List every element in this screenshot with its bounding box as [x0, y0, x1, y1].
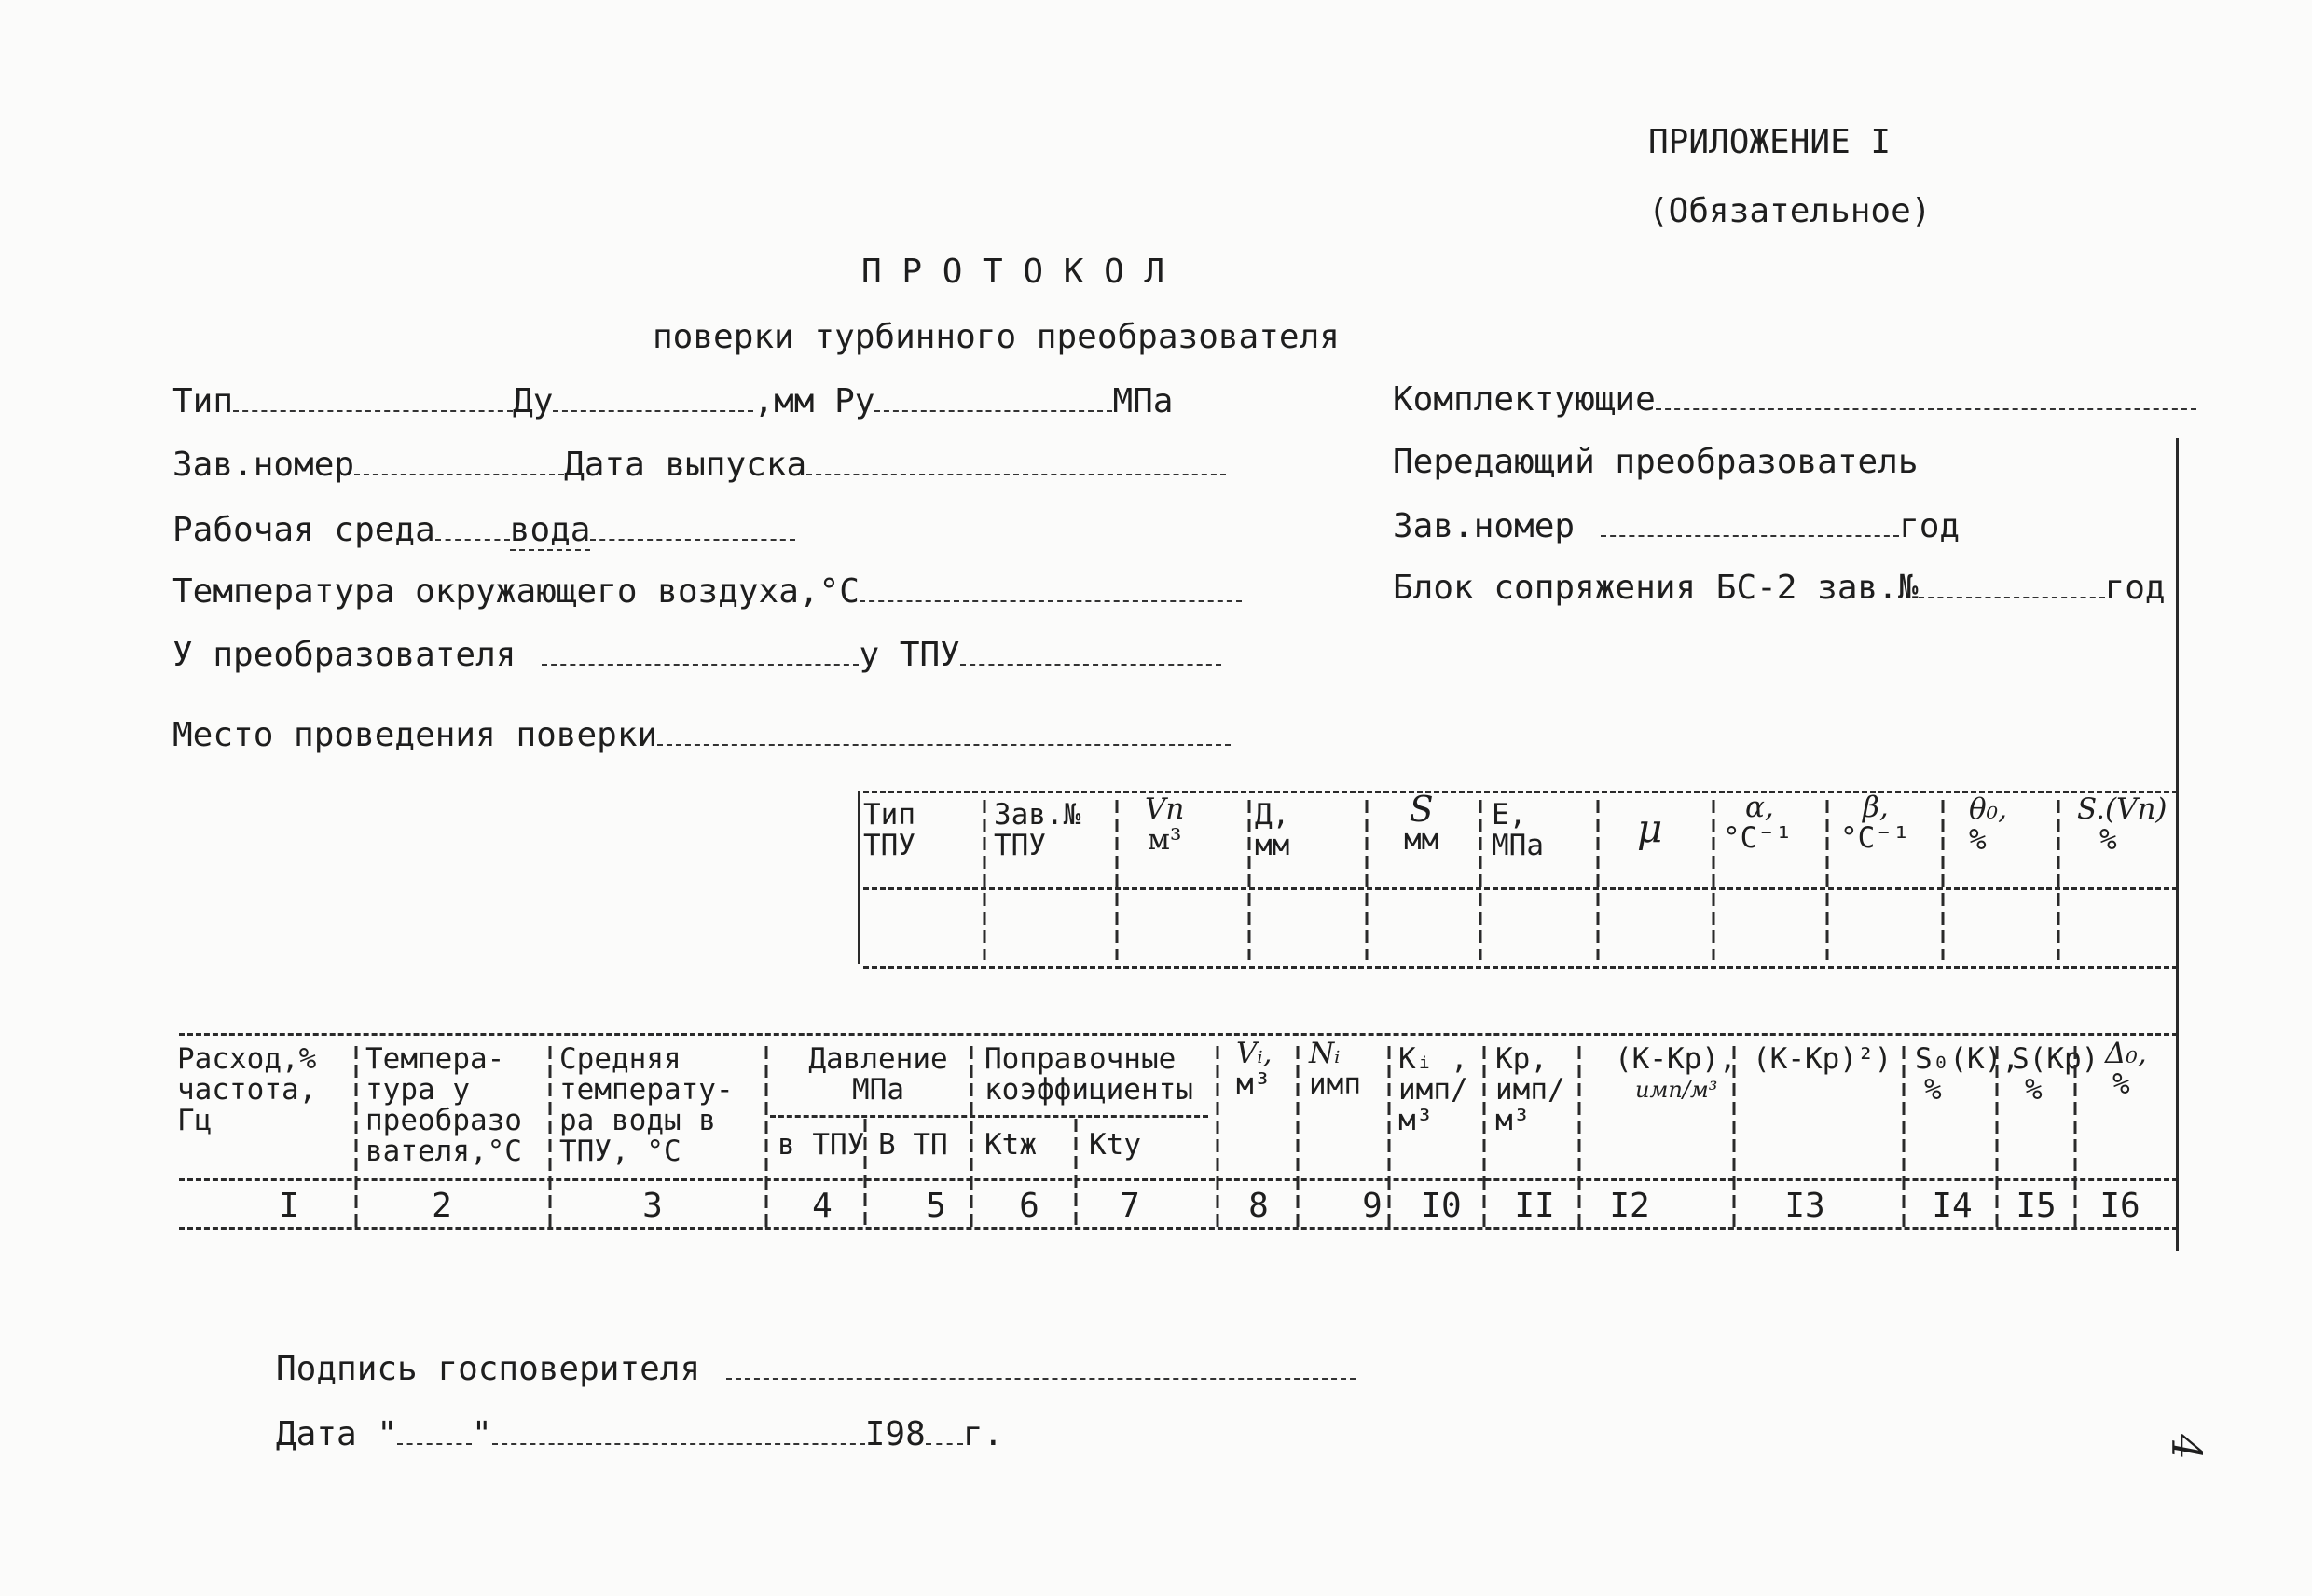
col-number-13: I3: [1784, 1187, 1825, 1225]
medium-label: Рабочая среда: [172, 511, 435, 549]
tpu-header-alpha: α, °С⁻¹: [1723, 791, 1793, 855]
date-month-field[interactable]: [492, 1415, 865, 1445]
document-subtitle: поверки турбинного преобразователя: [653, 318, 1340, 356]
main-header-pressure-tpu: в ТПУ: [778, 1128, 865, 1162]
col-number-5: 5: [926, 1187, 946, 1225]
col-number-4: 4: [812, 1187, 833, 1225]
main-header-ktzh: Ktж: [984, 1128, 1037, 1162]
tpu-header-mu: μ: [1637, 805, 1663, 851]
year-field[interactable]: [926, 1415, 963, 1445]
col-number-16: I6: [2099, 1187, 2140, 1225]
col-number-7: 7: [1120, 1187, 1140, 1225]
main-header-pressure-tp: В ТП: [878, 1128, 948, 1162]
transmitter-label: Передающий преобразователь: [1393, 443, 1919, 481]
medium-value[interactable]: вода: [509, 511, 591, 549]
date-quote: ": [472, 1415, 492, 1453]
main-header-kp: Кр, имп/ м³: [1495, 1042, 1565, 1137]
tpu-header-theta: θ₀, %: [1969, 792, 2007, 857]
du-label: Ду: [513, 382, 554, 420]
col-number-3: 3: [642, 1187, 663, 1225]
transmitter-serial-label: Зав.номер: [1393, 507, 1576, 545]
main-header-pressure: Давление МПа: [808, 1042, 948, 1107]
transmitter-year-label: год: [1899, 507, 1961, 545]
at-converter-label: У преобразователя: [172, 636, 516, 674]
main-header-kty: Ktу: [1089, 1128, 1141, 1162]
col-number-11: II: [1514, 1187, 1555, 1225]
appendix-label: ПРИЛОЖЕНИЕ I: [1648, 123, 1892, 161]
main-header-correction: Поправочные коэффициенты: [984, 1042, 1193, 1107]
document-title: П Р О Т О К О Л: [861, 253, 1165, 291]
block-label: Блок сопряжения БС-2 зав.№: [1393, 569, 1919, 607]
col-number-9: 9: [1362, 1187, 1383, 1225]
temp-label: Температура окружающего воздуха,: [172, 572, 819, 611]
tpu-header-beta: β, °С⁻¹: [1840, 791, 1910, 855]
main-header-s0k: S₀(К), %: [1915, 1042, 2019, 1107]
tpu-header-serial: Зав.№ ТПУ: [994, 798, 1081, 862]
place-label: Место проведения поверки: [172, 716, 658, 754]
col-number-2: 2: [432, 1187, 452, 1225]
type-label: Тип: [172, 382, 234, 420]
tpu-header-type: Тип ТПУ: [863, 798, 915, 862]
main-header-skp: S(Кр) %: [2012, 1042, 2099, 1107]
signature-row: [276, 1350, 1356, 1388]
col-number-10: I0: [1421, 1187, 1462, 1225]
main-header-k-diff-sq: (К-Кр)²): [1753, 1042, 1892, 1076]
tpu-header-volume: Vп м³: [1145, 792, 1185, 857]
col-number-1: I: [279, 1187, 299, 1225]
main-header-converter-temp: Темпера- тура у преобразо вателя,°С: [365, 1042, 522, 1168]
year-suffix: г.: [962, 1415, 1004, 1453]
release-label: Дата выпуска: [564, 446, 807, 484]
main-header-k-diff: (К-Кр), имп/м³: [1615, 1042, 1737, 1103]
block-year-label: год: [2104, 569, 2166, 607]
year-prefix: I98: [864, 1415, 926, 1453]
temp-unit: °С: [819, 572, 860, 611]
serial-label: Зав.номер: [172, 446, 355, 484]
page-number: 4: [2162, 1434, 2209, 1460]
main-header-volume: Vᵢ, м³: [1236, 1037, 1273, 1101]
mpa-label: МПа: [1112, 382, 1174, 420]
tpu-header-sv: S.(Vп) %: [2077, 792, 2168, 857]
main-header-water-temp: Средняя температу- ра воды в ТПУ, °С: [559, 1042, 734, 1168]
signature-field[interactable]: [726, 1350, 1356, 1380]
col-number-8: 8: [1248, 1187, 1269, 1225]
mandatory-label: (Обязательное): [1648, 192, 1932, 230]
main-header-pulses: Nᵢ имп: [1309, 1037, 1361, 1101]
components-label: Комплектующие: [1393, 380, 1656, 419]
signature-label: Подпись госповерителя: [276, 1350, 701, 1388]
main-header-flow: Расход,% частота, Гц: [177, 1042, 317, 1137]
main-header-ki: Кᵢ , имп/ м³: [1398, 1042, 1468, 1137]
col-number-6: 6: [1019, 1187, 1039, 1225]
tpu-header-diameter: Д, мм: [1255, 798, 1290, 862]
tpu-header-wall: S мм: [1404, 789, 1439, 857]
col-number-15: I5: [2016, 1187, 2057, 1225]
date-day-field[interactable]: [397, 1415, 472, 1445]
date-label: Дата ": [276, 1415, 398, 1453]
at-tpu-label: у ТПУ: [859, 636, 960, 674]
mm-py-label: ,мм Ру: [753, 382, 875, 420]
date-row: [276, 1415, 1003, 1453]
tpu-header-modulus: Е, МПа: [1492, 798, 1544, 862]
main-header-delta: Δ₀, %: [2105, 1037, 2147, 1101]
col-number-12: I2: [1609, 1187, 1650, 1225]
col-number-14: I4: [1932, 1187, 1973, 1225]
